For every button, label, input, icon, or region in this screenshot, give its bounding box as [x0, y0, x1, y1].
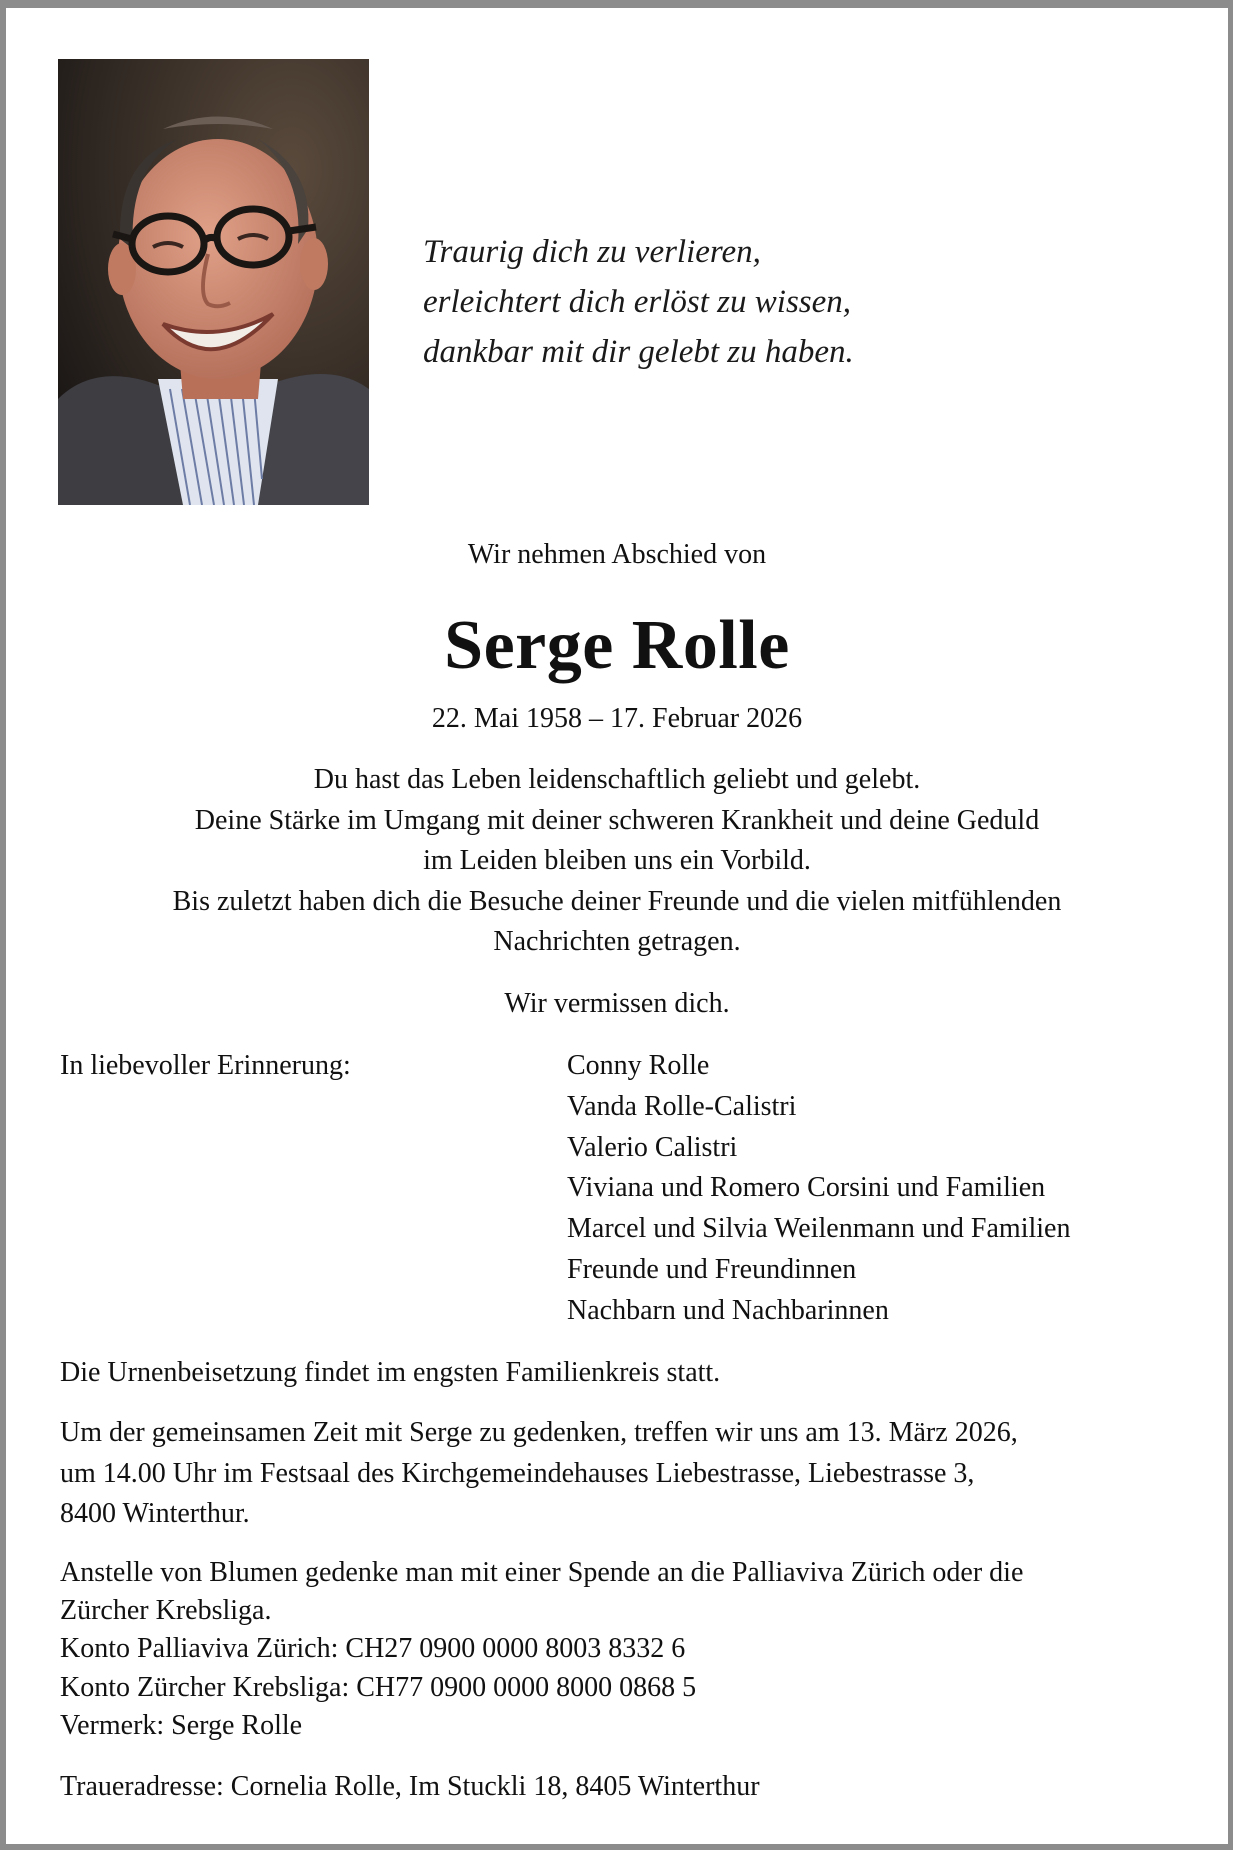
farewell-intro: Wir nehmen Abschied von	[467, 539, 767, 570]
tribute-line: Nachrichten getragen.	[493, 926, 741, 958]
quote-line: Traurig dich zu verlieren,	[423, 234, 761, 270]
mourner: Freunde und Freundinnen	[567, 1253, 857, 1285]
mourning-address	[60, 1767, 1180, 1808]
burial-notice	[60, 1353, 1180, 1394]
mourner: Vanda Rolle-Calistri	[567, 1090, 797, 1122]
mourner: Valerio Calistri	[567, 1131, 738, 1163]
gathering-line: Um der gemeinsamen Zeit mit Serge zu gedenken, treffen wir uns am 13. März 2026,	[60, 1417, 1018, 1448]
portrait-photo	[58, 59, 369, 505]
deceased-name: Serge Rolle	[444, 607, 790, 684]
gathering-notice	[60, 1413, 1180, 1535]
portrait-illustration	[58, 59, 369, 505]
tribute-line: Du hast das Leben leidenschaftlich geliebt und gelebt.	[313, 764, 921, 795]
donation-notice	[60, 1554, 1180, 1745]
gathering-line: um 14.00 Uhr im Festsaal des Kirchgemeindehauses Liebestrasse, Liebestrasse 3,	[60, 1457, 975, 1489]
burial-line: Die Urnenbeisetzung findet im engsten Familienkreis statt.	[60, 1357, 721, 1388]
mourners-list	[567, 1046, 1070, 1332]
tribute-line: Bis zuletzt haben dich die Besuche deiner Freunde und die vielen mitfühlenden	[172, 885, 1062, 917]
mourner: Conny Rolle	[567, 1050, 710, 1081]
closing-line: Wir vermissen dich.	[504, 988, 730, 1019]
obituary-page	[6, 8, 1228, 1844]
donation-line: Zürcher Krebsliga.	[60, 1595, 272, 1627]
donation-line: Vermerk: Serge Rolle	[60, 1709, 303, 1741]
tribute-line: im Leiden bleiben uns ein Vorbild.	[423, 845, 811, 877]
memory-label: In liebevoller Erinnerung:	[60, 1050, 351, 1081]
donation-line: Konto Zürcher Krebsliga: CH77 0900 0000 8000 0868 5	[60, 1671, 697, 1703]
mourner: Nachbarn und Nachbarinnen	[567, 1294, 889, 1326]
memorial-quote	[423, 227, 1123, 377]
gathering-line: 8400 Winterthur.	[60, 1498, 250, 1529]
address-line: Traueradresse: Cornelia Rolle, Im Stuckli 18, 8405 Winterthur	[60, 1771, 760, 1802]
quote-line: erleichtert dich erlöst zu wissen,	[423, 284, 852, 320]
mourner: Marcel und Silvia Weilenmann und Familien	[567, 1213, 1071, 1245]
donation-line: Anstelle von Blumen gedenke man mit einer Spende an die Palliaviva Zürich oder die	[60, 1557, 1024, 1588]
mourner: Viviana und Romero Corsini und Familien	[567, 1172, 1046, 1204]
quote-line: dankbar mit dir gelebt zu haben.	[423, 334, 854, 370]
donation-line: Konto Palliaviva Zürich: CH27 0900 0000 8003 8332 6	[60, 1633, 686, 1665]
tribute-text	[6, 760, 1228, 963]
life-dates: 22. Mai 1958 – 17. Februar 2026	[431, 703, 803, 734]
tribute-line: Deine Stärke im Umgang mit deiner schweren Krankheit und deine Geduld	[194, 804, 1040, 836]
